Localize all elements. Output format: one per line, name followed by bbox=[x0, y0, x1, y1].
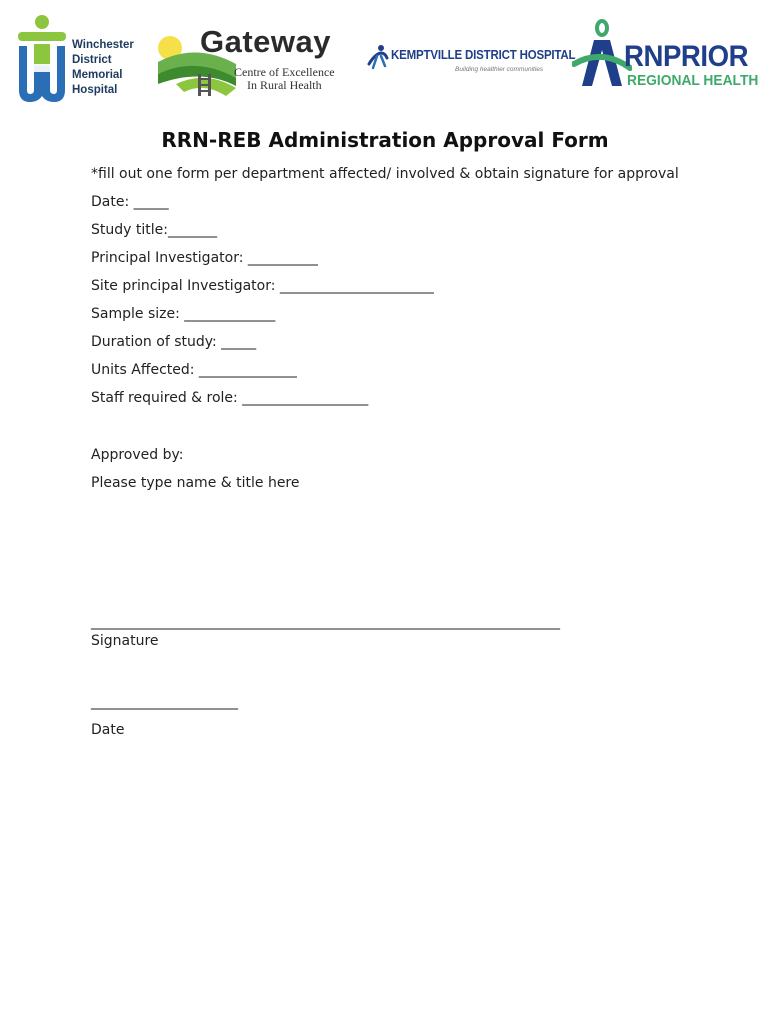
signature-label: Signature bbox=[91, 633, 159, 649]
gateway-title: Gateway bbox=[200, 24, 332, 59]
kdh-title: KEMPTVILLE DISTRICT HOSPITAL bbox=[391, 48, 576, 62]
arnprior-subtitle: REGIONAL HEALTH bbox=[627, 72, 759, 89]
gateway-sub-line: Centre of Excellence bbox=[234, 65, 335, 79]
logo-strip bbox=[0, 0, 770, 110]
wdmh-line: Winchester bbox=[72, 39, 134, 51]
date-label: Date bbox=[91, 722, 125, 738]
gateway-sub-line: In Rural Health bbox=[246, 78, 322, 92]
arnprior-logo bbox=[572, 18, 759, 96]
field-date[interactable]: Date: _____ bbox=[91, 194, 169, 210]
field-principal-investigator[interactable]: Principal Investigator: __________ bbox=[91, 250, 318, 266]
kdh-tagline: Building healthier communities bbox=[455, 66, 544, 73]
field-staff-required-role[interactable]: Staff required & role: __________________ bbox=[91, 390, 369, 406]
wdmh-line: District bbox=[72, 54, 112, 66]
gateway-logo bbox=[156, 26, 346, 98]
field-sample-size[interactable]: Sample size: _____________ bbox=[91, 306, 276, 322]
wdmh-wordmark bbox=[72, 38, 134, 98]
kdh-logo bbox=[365, 44, 576, 78]
gateway-subtitle bbox=[234, 66, 335, 92]
arnprior-a-emblem-icon bbox=[572, 18, 632, 90]
approved-by-label: Approved by: bbox=[91, 447, 184, 463]
wdmh-logo bbox=[16, 14, 136, 106]
form-instruction: *fill out one form per department affected/ involved & obtain signature for approval bbox=[91, 166, 679, 182]
kdh-figure-icon bbox=[365, 44, 391, 70]
wdmh-line: Hospital bbox=[72, 84, 118, 96]
date-line[interactable]: _____________________ bbox=[91, 694, 238, 710]
field-study-title[interactable]: Study title:_______ bbox=[91, 222, 217, 238]
field-units-affected[interactable]: Units Affected: ______________ bbox=[91, 362, 297, 378]
signature-line[interactable]: ___________________________________________________________________ bbox=[91, 614, 560, 630]
arnprior-title: RNPRIOR bbox=[624, 40, 749, 73]
name-title-field[interactable]: Please type name & title here bbox=[91, 475, 300, 491]
wdmh-line: Memorial bbox=[72, 69, 123, 81]
wdmh-emblem-icon bbox=[16, 14, 68, 106]
form-title: RRN-REB Administration Approval Form bbox=[161, 128, 609, 152]
field-duration-of-study[interactable]: Duration of study: _____ bbox=[91, 334, 257, 350]
field-site-principal-investigator[interactable]: Site principal Investigator: ______________________ bbox=[91, 278, 434, 294]
